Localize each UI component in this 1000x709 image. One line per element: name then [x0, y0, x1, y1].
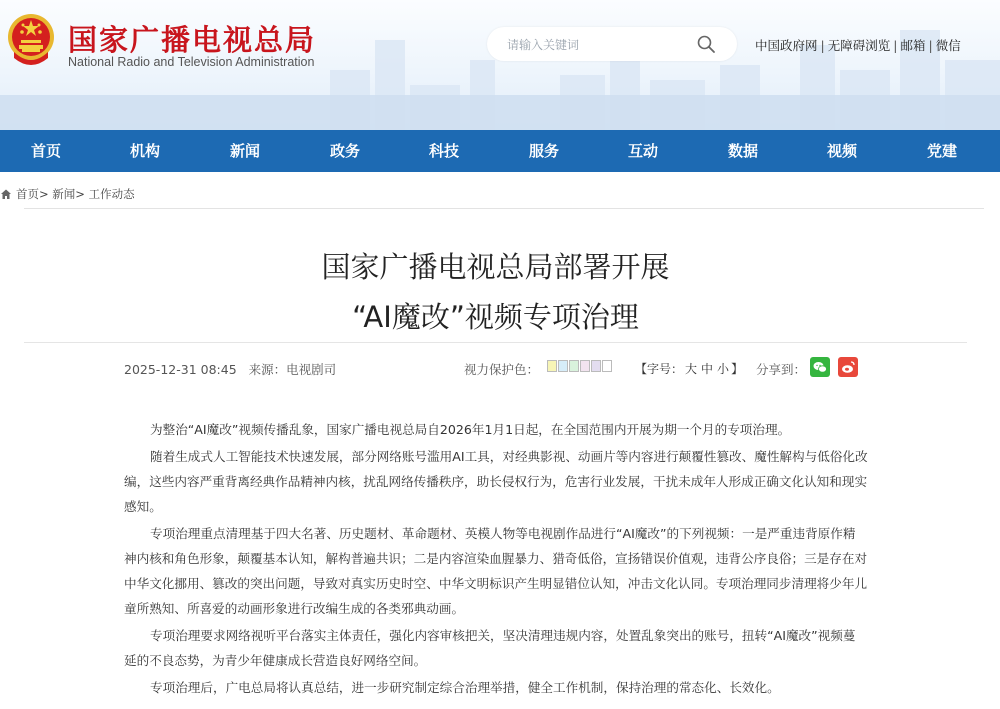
wechat-share-icon[interactable]: [810, 357, 830, 377]
font-size-bracket: 】: [731, 362, 744, 376]
breadcrumb-news[interactable]: 新闻>: [52, 187, 85, 201]
font-size-control: [635, 360, 743, 377]
article-paragraph: 专项治理要求网络视听平台落实主体责任，强化内容审核把关，坚决清理违规内容，处置乱象突出的账号，扭转“AI魔改”视频蔓延的不良态势，为青少年健康成长营造良好网络空间。: [124, 628, 856, 668]
font-size-large[interactable]: 大: [685, 362, 698, 376]
article-paragraph: 专项治理重点清理基于四大名著、历史题材、革命题材、英模人物等电视剧作品进行“AI魔改”的下列视频：一是严重违背原作精神内核和角色形象，颠覆基本认知，解构普遍共识；二是内容渲染血腥暴力、猎奇低俗，宣扬错误价值观，违背公序良俗；三是存在对中华文化挪用、篡改的突出问题，导致对真实历史时空、中华文明标识产生明显错位认知，冲击文化认同。专项治理同步清理将少年儿童所熟知、所喜爱的动画形象进行改编生成的各类邪典动画。: [124, 526, 868, 616]
breadcrumb-current[interactable]: 工作动态: [88, 187, 135, 201]
nav-item-home[interactable]: 首页: [30, 142, 61, 160]
nav-item-video[interactable]: 视频: [826, 142, 857, 160]
nav-item-organization[interactable]: 机构: [129, 142, 160, 160]
nav-item-data[interactable]: 数据: [727, 142, 758, 160]
link-wechat[interactable]: 微信: [935, 38, 961, 53]
nav-item-services[interactable]: 服务: [528, 142, 559, 160]
eye-protection-label: 视力保护色：: [464, 362, 540, 377]
link-separator: |: [820, 38, 825, 53]
article-title: [24, 242, 967, 342]
search-input[interactable]: [505, 34, 689, 56]
color-swatch-blue[interactable]: [558, 360, 568, 372]
link-separator: |: [928, 38, 933, 53]
nav-item-technology[interactable]: 科技: [428, 142, 459, 160]
home-icon: [0, 188, 12, 200]
article-body: [124, 417, 868, 702]
link-accessibility[interactable]: 无障碍浏览: [827, 38, 891, 53]
article-paragraph: 专项治理后，广电总局将认真总结，进一步研究制定综合治理举措，健全工作机制，保持治理的常态化、长效化。: [150, 680, 780, 695]
meta-divider: [24, 342, 967, 343]
article-meta: [124, 360, 344, 378]
link-mailbox[interactable]: 邮箱: [900, 38, 926, 53]
search-icon[interactable]: [696, 34, 716, 54]
nav-item-party-building[interactable]: 党建: [926, 142, 957, 160]
font-size-small[interactable]: 小: [717, 362, 730, 376]
link-separator: |: [893, 38, 898, 53]
site-name-english: National Radio and Television Administration: [68, 55, 315, 69]
search-box: [487, 27, 737, 61]
top-links: [755, 36, 961, 54]
link-gov-portal[interactable]: 中国政府网: [755, 38, 818, 53]
eye-protection-swatches: [547, 360, 613, 373]
font-size-medium[interactable]: 中: [701, 362, 714, 376]
color-swatch-purple[interactable]: [591, 360, 601, 372]
article-source: 来源：电视剧司: [248, 362, 337, 377]
nav-item-interaction[interactable]: 互动: [627, 142, 658, 160]
breadcrumb-home[interactable]: 首页>: [16, 187, 49, 201]
site-name[interactable]: 国家广播电视总局: [68, 23, 317, 57]
color-swatch-white[interactable]: [602, 360, 612, 372]
site-header: [0, 0, 1000, 130]
nav-item-government-affairs[interactable]: 政务: [329, 142, 360, 160]
main-nav: [0, 130, 1000, 172]
publish-date: 2025-12-31 08:45: [124, 362, 237, 377]
article-container: [24, 208, 984, 709]
share-label: 分享到：: [756, 362, 807, 377]
font-size-label: 【字号：: [635, 362, 684, 376]
article-paragraph: 随着生成式人工智能技术快速发展，部分网络账号滥用AI工具，对经典影视、动画片等内容进行颠覆性篡改、魔性解构与低俗化改编，这些内容严重背离经典作品精神内核，扰乱网络传播秩序，助长侵权行为，危害行业发展，干扰未成年人形成正确文化认知和现实感知。: [124, 449, 868, 514]
weibo-share-icon[interactable]: [838, 357, 858, 377]
color-swatch-pink[interactable]: [580, 360, 590, 372]
article-title-line1: 国家广播电视总局部署开展: [321, 250, 670, 284]
national-emblem-icon: [6, 12, 56, 66]
breadcrumb: [0, 186, 135, 202]
nav-item-news[interactable]: 新闻: [229, 142, 260, 160]
article-title-line2: “AI魔改”视频专项治理: [352, 300, 639, 334]
article-paragraph: 为整治“AI魔改”视频传播乱象，国家广播电视总局自2026年1月1日起，在全国范围内开展为期一个月的专项治理。: [150, 422, 791, 437]
color-swatch-green[interactable]: [569, 360, 579, 372]
color-swatch-yellow[interactable]: [547, 360, 557, 372]
